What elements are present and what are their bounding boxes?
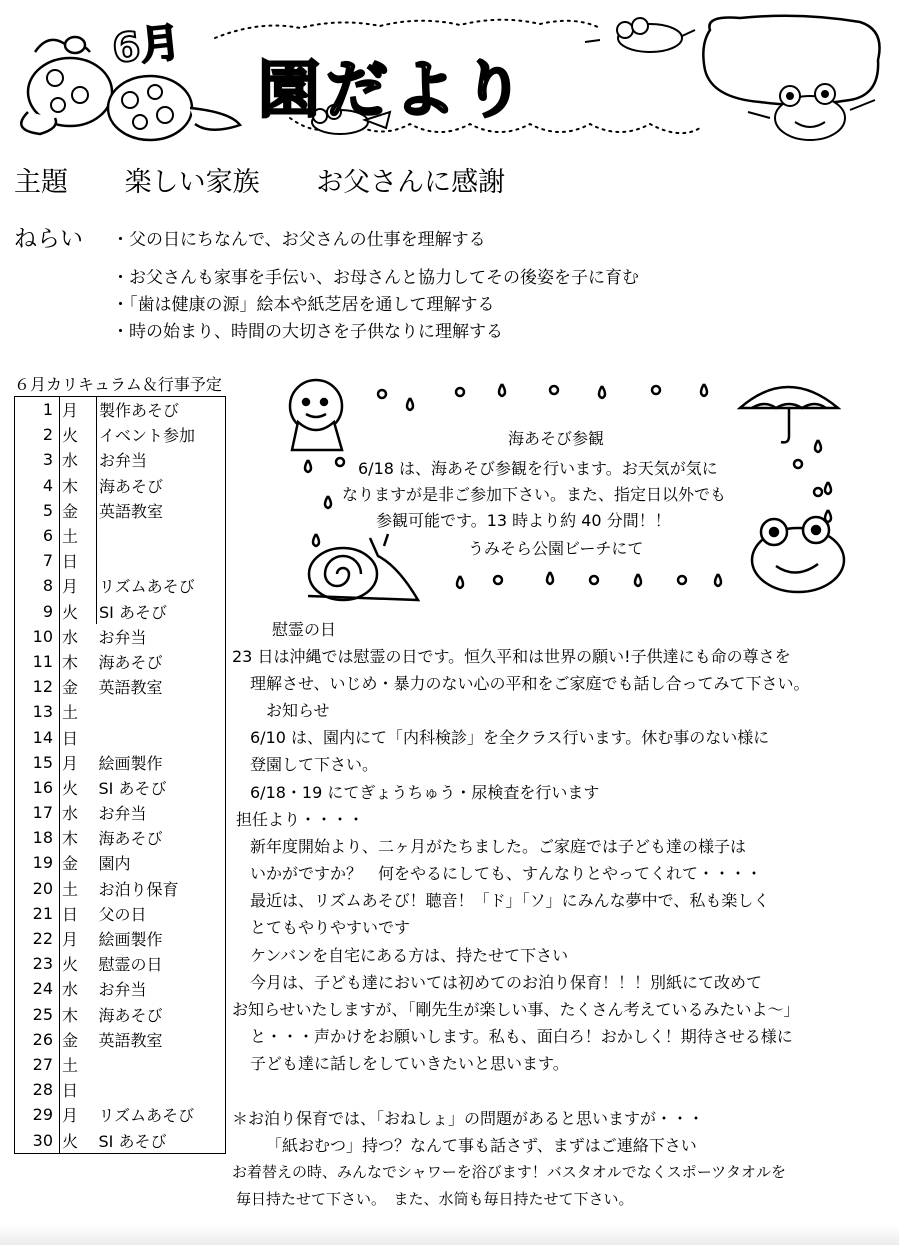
theme-label: 主題 (14, 167, 68, 198)
calendar-weekday: 月 (60, 573, 97, 598)
page-bottom-edge (0, 1225, 899, 1245)
memorial-title: 慰霊の日 (272, 620, 337, 639)
calendar-row (15, 901, 226, 926)
teacher-line: 子ども達に話しをしていきたいと思います。 (250, 1054, 569, 1073)
calendar-row (15, 523, 226, 548)
calendar-event: SI あそび (97, 599, 226, 624)
calendar-day: 27 (15, 1052, 60, 1077)
calendar-event: 海あそび (97, 1002, 226, 1027)
calendar-day: 10 (15, 624, 60, 649)
calendar-weekday: 水 (60, 800, 97, 825)
curriculum-table (14, 396, 226, 1154)
calendar-day: 15 (15, 750, 60, 775)
calendar-weekday: 木 (60, 473, 97, 498)
frog-icon (752, 517, 844, 592)
curriculum-title: ６月カリキュラム＆行事予定 (14, 375, 222, 394)
sea-play-line: 6/18 は、海あそび参観を行います。お天気が気に (358, 459, 718, 478)
notice-line: 6/18・19 にてぎょうちゅう・尿検査を行います (250, 783, 600, 802)
calendar-weekday: 金 (60, 850, 97, 875)
calendar-day: 2 (15, 422, 60, 447)
teacher-line: とてもやりやすいです (250, 918, 411, 937)
aim-item: ・時の始まり、時間の大切さを子供なりに理解する (112, 322, 503, 342)
calendar-weekday: 月 (60, 926, 97, 951)
aim-item: ・父の日にちなんで、お父さんの仕事を理解する (112, 230, 486, 250)
calendar-weekday: 月 (60, 750, 97, 775)
calendar-event: 海あそび (97, 649, 226, 674)
calendar-day: 24 (15, 976, 60, 1001)
calendar-event: お弁当 (97, 624, 226, 649)
calendar-event: お弁当 (97, 447, 226, 472)
sea-play-line: 参観可能です。13 時より約 40 分間！！ (376, 511, 671, 530)
calendar-weekday: 金 (60, 1027, 97, 1052)
calendar-row (15, 422, 226, 447)
calendar-day: 28 (15, 1077, 60, 1102)
calendar-row (15, 1052, 226, 1077)
calendar-event: リズムあそび (97, 1102, 226, 1127)
calendar-day: 7 (15, 548, 60, 573)
teacher-line: と・・・声かけをお願いします。私も、面白ろ！おかしく！期待させる様に (250, 1027, 793, 1046)
calendar-row (15, 548, 226, 573)
umbrella-icon (740, 387, 838, 442)
notice-title: お知らせ (266, 701, 330, 720)
calendar-row (15, 649, 226, 674)
calendar-event (97, 724, 226, 749)
calendar-weekday: 金 (60, 674, 97, 699)
theme-item: 楽しい家族 (124, 167, 260, 198)
calendar-weekday: 月 (60, 1102, 97, 1127)
calendar-weekday: 日 (60, 901, 97, 926)
calendar-event: 園内 (97, 850, 226, 875)
teru-teru-bozu-icon (290, 380, 342, 450)
stay-note-line: お着替えの時、みんなでシャワーを浴びます！バスタオルでなくスポーツタオルを (232, 1163, 786, 1181)
calendar-row (15, 775, 226, 800)
calendar-day: 22 (15, 926, 60, 951)
calendar-day: 18 (15, 825, 60, 850)
calendar-day: 17 (15, 800, 60, 825)
calendar-weekday: 日 (60, 724, 97, 749)
memorial-line: 理解させ、いじめ・暴力のない心の平和をご家庭でも話し合ってみて下さい。 (250, 674, 810, 693)
calendar-event: 慰霊の日 (97, 951, 226, 976)
calendar-weekday: 火 (60, 422, 97, 447)
calendar-weekday: 火 (60, 599, 97, 624)
calendar-row (15, 926, 226, 951)
calendar-weekday: 火 (60, 1127, 97, 1153)
calendar-weekday: 土 (60, 1052, 97, 1077)
stay-note-line: 「紙おむつ」持つ？なんて事も話さず、まずはご連絡下さい (266, 1136, 697, 1155)
calendar-event: お弁当 (97, 800, 226, 825)
calendar-weekday: 水 (60, 976, 97, 1001)
calendar-weekday: 水 (60, 624, 97, 649)
sea-play-title: 海あそび参観 (508, 429, 605, 448)
calendar-row (15, 951, 226, 976)
teacher-line: 今月は、子ども達においては初めてのお泊り保育！！！別紙にて改めて (250, 973, 763, 992)
calendar-weekday: 木 (60, 825, 97, 850)
calendar-day: 26 (15, 1027, 60, 1052)
calendar-event: 英語教室 (97, 1027, 226, 1052)
calendar-day: 19 (15, 850, 60, 875)
theme-line (14, 160, 553, 199)
calendar-row (15, 1002, 226, 1027)
calendar-weekday: 土 (60, 523, 97, 548)
calendar-weekday: 水 (60, 447, 97, 472)
calendar-event: 父の日 (97, 901, 226, 926)
calendar-row (15, 1077, 226, 1102)
frog-icon (585, 18, 695, 52)
calendar-row (15, 699, 226, 724)
calendar-weekday: 日 (60, 1077, 97, 1102)
calendar-day: 14 (15, 724, 60, 749)
calendar-event: 絵画製作 (97, 750, 226, 775)
snail-icon (308, 534, 418, 600)
sea-play-line: うみそら公園ビーチにて (468, 539, 644, 558)
calendar-row (15, 674, 226, 699)
aims-label: ねらい (14, 226, 83, 252)
calendar-event (97, 523, 226, 548)
calendar-day: 9 (15, 599, 60, 624)
calendar-row (15, 447, 226, 472)
aim-item: ・「歯は健康の源」絵本や紙芝居を通して理解する (112, 295, 495, 315)
calendar-day: 13 (15, 699, 60, 724)
calendar-weekday: 火 (60, 951, 97, 976)
calendar-day: 25 (15, 1002, 60, 1027)
calendar-event (97, 548, 226, 573)
notice-line: 登園して下さい。 (250, 755, 379, 774)
calendar-day: 29 (15, 1102, 60, 1127)
calendar-event: SI あそび (97, 1127, 226, 1153)
calendar-row (15, 624, 226, 649)
calendar-weekday: 日 (60, 548, 97, 573)
calendar-row (15, 976, 226, 1001)
calendar-day: 6 (15, 523, 60, 548)
calendar-event (97, 699, 226, 724)
calendar-day: 8 (15, 573, 60, 598)
calendar-day: 5 (15, 498, 60, 523)
calendar-row (15, 397, 226, 423)
calendar-day: 3 (15, 447, 60, 472)
calendar-event: リズムあそび (97, 573, 226, 598)
calendar-row (15, 573, 226, 598)
stay-note-line: 毎日持たせて下さい。 また、水筒も毎日持たせて下さい。 (236, 1190, 634, 1208)
sea-play-line: なりますが是非ご参加下さい。また、指定日以外でも (342, 485, 727, 504)
calendar-event: イベント参加 (97, 422, 226, 447)
calendar-weekday: 土 (60, 876, 97, 901)
calendar-row (15, 1127, 226, 1153)
calendar-event: 海あそび (97, 473, 226, 498)
calendar-day: 1 (15, 397, 60, 423)
calendar-event: 英語教室 (97, 498, 226, 523)
calendar-row (15, 850, 226, 875)
calendar-weekday: 木 (60, 649, 97, 674)
calendar-event: 海あそび (97, 825, 226, 850)
calendar-day: 23 (15, 951, 60, 976)
calendar-row (15, 1102, 226, 1127)
newsletter-title: 園だより (258, 53, 531, 126)
teacher-line: 新年度開始より、二ヶ月がたちました。ご家庭では子ども達の様子は (250, 837, 747, 856)
calendar-weekday: 火 (60, 775, 97, 800)
calendar-row (15, 1027, 226, 1052)
calendar-day: 30 (15, 1127, 60, 1153)
calendar-event: 製作あそび (97, 397, 226, 423)
notice-line: 6/10 は、園内にて「内科検診」を全クラス行います。休む事のない様に (250, 728, 770, 747)
calendar-day: 16 (15, 775, 60, 800)
memorial-line: 23 日は沖縄では慰霊の日です。恒久平和は世界の願い!子供達にも命の尊さを (232, 647, 791, 666)
calendar-row (15, 750, 226, 775)
calendar-day: 11 (15, 649, 60, 674)
teacher-title: 担任より・・・・ (236, 810, 365, 829)
calendar-event: 絵画製作 (97, 926, 226, 951)
stay-note-line: ＊お泊り保育では、「おねしょ」の問題があると思いますが・・・ (232, 1109, 705, 1128)
teacher-line: 最近は、リズムあそび！聴音！「ド」「ソ」にみんな夢中で、私も楽しく (250, 891, 770, 910)
theme-item: お父さんに感謝 (316, 167, 506, 198)
aim-item: ・お父さんも家事を手伝い、お母さんと協力してその後姿を子に育む (112, 268, 639, 288)
calendar-day: 20 (15, 876, 60, 901)
calendar-row (15, 825, 226, 850)
calendar-weekday: 木 (60, 1002, 97, 1027)
month-label: 6月 (110, 19, 183, 73)
teacher-line: お知らせいたしますが、「剛先生が楽しい事、たくさん考えているみたいよ～」 (232, 1000, 800, 1019)
calendar-row (15, 599, 226, 624)
calendar-row (15, 800, 226, 825)
calendar-event (97, 1077, 226, 1102)
calendar-event (97, 1052, 226, 1077)
calendar-event: SI あそび (97, 775, 226, 800)
calendar-row (15, 498, 226, 523)
calendar-row (15, 724, 226, 749)
calendar-weekday: 土 (60, 699, 97, 724)
calendar-weekday: 金 (60, 498, 97, 523)
teacher-line: ケンバンを自宅にある方は、持たせて下さい (250, 946, 569, 965)
calendar-day: 4 (15, 473, 60, 498)
calendar-event: お弁当 (97, 976, 226, 1001)
calendar-row (15, 876, 226, 901)
calendar-weekday: 月 (60, 397, 97, 423)
calendar-day: 21 (15, 901, 60, 926)
calendar-event: 英語教室 (97, 674, 226, 699)
calendar-row (15, 473, 226, 498)
calendar-event: お泊り保育 (97, 876, 226, 901)
teacher-line: いかがですか？ 何をやるにしても、すんなりとやってくれて・・・・ (250, 864, 763, 883)
calendar-day: 12 (15, 674, 60, 699)
